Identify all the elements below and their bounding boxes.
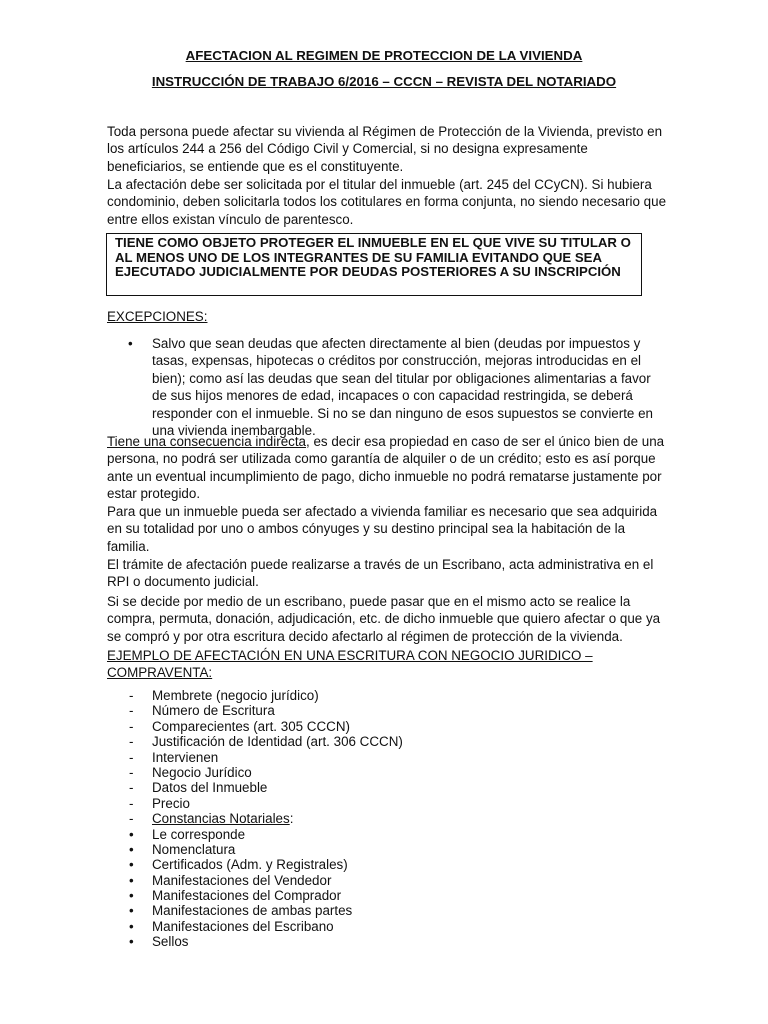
list-item <box>107 827 667 842</box>
list-item-label: Nomenclatura <box>152 841 236 857</box>
paragraph-notary: Si se decide por medio de un escribano, puede pasar que en el mismo acto se realice la compra, permuta, donación, adjudicación, etc. de dicho inmueble que quiero afectar o que ya se compró y por otra escritura decido afectarlo al régimen de protección de la vivienda. <box>107 594 661 644</box>
list-item <box>107 703 667 718</box>
list-item-label: Negocio Jurídico <box>152 764 252 780</box>
list-item <box>107 688 667 703</box>
highlight-box: TIENE COMO OBJETO PROTEGER EL INMUEBLE EN EL QUE VIVE SU TITULAR O AL MENOS UNO DE LOS INTEGRANTES DE SU FAMILIA EVITANDO QUE SEA EJECUTADO JUDICIALMENTE POR DEUDAS POSTERIORES A SU INSCRIPCIÓN <box>106 233 642 296</box>
bullet-mark: • <box>128 336 133 351</box>
list-mark: - <box>129 764 134 780</box>
list-item-label: Justificación de Identidad (art. 306 CCCN) <box>152 734 403 750</box>
list-mark: • <box>129 857 134 873</box>
constancias-suffix: : <box>289 811 294 827</box>
list-mark: • <box>129 841 134 857</box>
list-item <box>107 934 667 949</box>
list-item <box>107 873 667 888</box>
paragraph-request: La afectación debe ser solicitada por el titular del inmueble (art. 245 del CCyCN). Si hubiera condominio, deben solicitarla todos los cotitulares en forma conjunta, no siendo necesario que entre ellos existan vínculo de parentesco. <box>107 177 667 227</box>
list-item-label: Intervienen <box>152 749 219 765</box>
consequence-rest: , es decir esa propiedad en caso de ser el único bien de una persona, no podrá ser utilizada como garantía de alquiler o de un crédito; esto es así porque ante un eventual incumplimiento de pago, dicho inmueble no podrá rematarse justamente por estar protegido. <box>107 434 665 502</box>
list-mark: - <box>129 749 134 765</box>
list-item-label-notarial <box>152 811 293 826</box>
list-item-label: Datos del Inmueble <box>152 780 268 796</box>
list-mark: - <box>129 795 134 811</box>
paragraph-consequence <box>107 433 667 503</box>
list-item-label: Manifestaciones del Escribano <box>152 918 334 934</box>
list-mark: • <box>129 888 134 904</box>
list-item-label: Manifestaciones del Comprador <box>152 888 342 904</box>
list-mark: • <box>129 872 134 888</box>
list-item-label: Comparecientes (art. 305 CCCN) <box>152 718 350 734</box>
list-item-label: Número de Escritura <box>152 703 275 719</box>
list-mark: - <box>129 780 134 796</box>
document-subtitle: INSTRUCCIÓN DE TRABAJO 6/2016 – CCCN – REVISTA DEL NOTARIADO <box>151 74 617 89</box>
list-item <box>107 857 667 872</box>
list-mark: - <box>129 718 134 734</box>
list-item-label: Certificados (Adm. y Registrales) <box>152 857 348 873</box>
list-item-label: Membrete (negocio jurídico) <box>152 688 319 703</box>
example-list <box>107 688 667 950</box>
paragraph-requirements: Para que un inmueble pueda ser afectado a vivienda familiar es necesario que sea adquirida en su totalidad por uno o ambos cónyuges y su destino principal sea la habitación de la familia. <box>107 504 658 554</box>
paragraph-intro: Toda persona puede afectar su vivienda al Régimen de Protección de la Vivienda, previsto en los artículos 244 a 256 del Código Civil y Comercial, si no designa expresamente beneficiarios, se entiende que es el constituyente. <box>107 124 663 174</box>
list-item <box>107 750 667 765</box>
list-item <box>107 842 667 857</box>
list-mark: - <box>129 688 134 703</box>
exceptions-heading: EXCEPCIONES: <box>107 309 208 324</box>
list-mark: • <box>129 903 134 919</box>
document-title: AFECTACION AL REGIMEN DE PROTECCION DE LA VIVIENDA <box>185 48 583 63</box>
list-item-label: Le corresponde <box>152 826 246 842</box>
list-item-label: Precio <box>152 795 190 811</box>
list-item-label: Manifestaciones del Vendedor <box>152 872 332 888</box>
list-item <box>107 719 667 734</box>
list-item <box>107 796 667 811</box>
list-item <box>107 765 667 780</box>
list-mark: - <box>129 734 134 750</box>
list-mark: - <box>129 703 134 719</box>
list-item-label: Manifestaciones de ambas partes <box>152 903 353 919</box>
list-item <box>107 780 667 795</box>
consequence-lead: Tiene una consecuencia indirecta <box>107 434 307 449</box>
list-mark: • <box>129 826 134 842</box>
list-item-label: Sellos <box>152 934 189 950</box>
list-item <box>107 888 667 903</box>
list-mark: - <box>129 811 134 827</box>
list-mark: • <box>129 918 134 934</box>
list-item <box>107 811 667 826</box>
exceptions-bullet-text: Salvo que sean deudas que afecten directamente al bien (deudas por impuestos y tasas, expensas, hipotecas o créditos por construcción, mejoras introducidas en el bien); como así las deudas que sean del titular por obligaciones alimentarias a favor de sus hijos menores de edad, incapaces o con capacidad restringida, se deberá responder con el inmueble. Si no se dan ninguno de esos supuestos se convierte en una vivienda inembargable. <box>152 336 653 439</box>
list-item <box>107 734 667 749</box>
list-mark: • <box>129 934 134 950</box>
paragraph-procedure: El trámite de afectación puede realizarse a través de un Escribano, acta administrativa en el RPI o documento judicial. <box>107 557 654 590</box>
list-item <box>107 919 667 934</box>
example-heading: EJEMPLO DE AFECTACIÓN EN UNA ESCRITURA CON NEGOCIO JURIDICO – COMPRAVENTA: <box>107 648 593 681</box>
list-item <box>107 903 667 918</box>
constancias-label: Constancias Notariales <box>152 811 290 827</box>
